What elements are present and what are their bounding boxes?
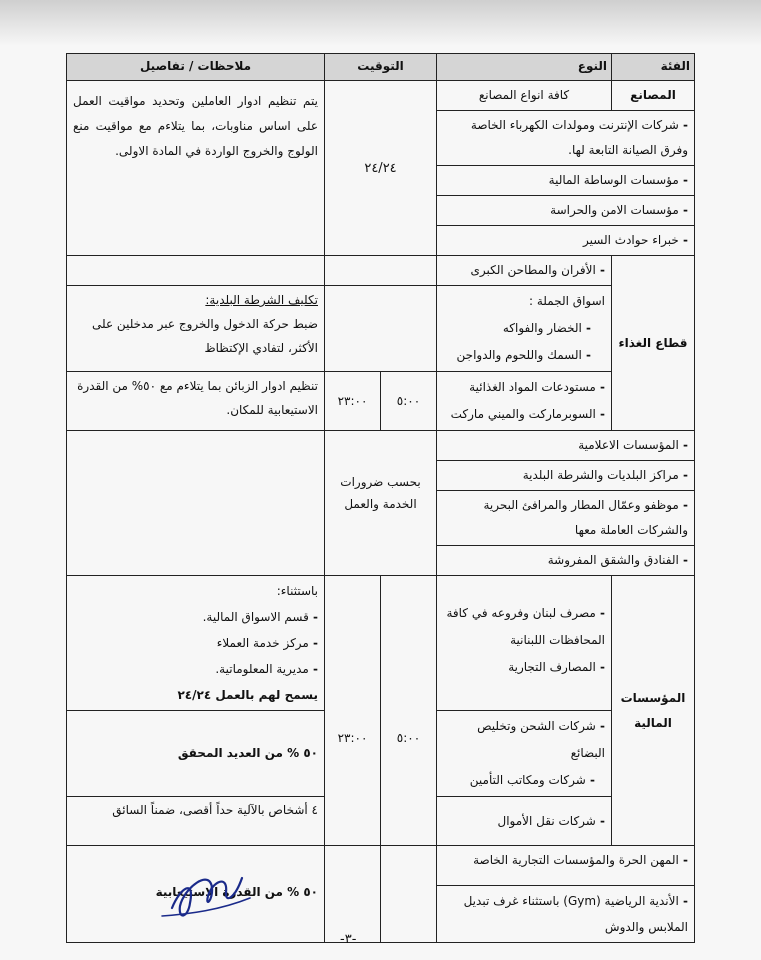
timing-liberal-to bbox=[325, 846, 381, 943]
liberal-item: - المهن الحرة والمؤسسات التجارية الخاصة bbox=[437, 846, 695, 886]
row-public-1 bbox=[67, 431, 695, 461]
sector-table bbox=[66, 53, 695, 943]
food-retail bbox=[437, 372, 612, 431]
header-notes: ملاحظات / تفاصيل bbox=[67, 54, 325, 81]
food-time-from: ٥:٠٠ bbox=[381, 372, 437, 431]
row-factories bbox=[67, 81, 695, 111]
note-banks bbox=[67, 576, 325, 711]
food-time-to: ٢٣:٠٠ bbox=[325, 372, 381, 431]
services-item-2: - مؤسسات الوساطة المالية bbox=[437, 166, 695, 196]
note-money-transfer: ٤ أشخاص بالآلية حداً أقصى، ضمناً السائق bbox=[67, 797, 325, 846]
category-financial: المؤسسات المالية bbox=[612, 576, 695, 846]
row-ovens bbox=[67, 256, 695, 286]
header-type: النوع bbox=[437, 54, 612, 81]
note-shipping: ٥٠ % من العديد المحقق bbox=[67, 711, 325, 797]
page-number: -٣- bbox=[340, 932, 357, 947]
note-retail: تنظيم ادوار الزبائن بما يتلاءم مع ٥٠% من القدرة الاستيعابية للمكان. bbox=[67, 372, 325, 431]
except-item-3: - مديرية المعلوماتية. bbox=[73, 656, 318, 682]
gym-item: - الأندية الرياضية (Gym) باستثناء غرف تبديل الملابس والدوش bbox=[437, 886, 695, 943]
financial-time-to bbox=[325, 576, 381, 846]
shipping-item-2: - شركات ومكاتب التأمين bbox=[443, 767, 605, 794]
timing-wholesale bbox=[325, 286, 437, 372]
services-item-3: - مؤسسات الامن والحراسة bbox=[437, 196, 695, 226]
wholesale-item-2: - السمك واللحوم والدواجن bbox=[443, 342, 605, 369]
except-title: باستثناء: bbox=[276, 584, 318, 598]
category-factories: المصانع bbox=[612, 81, 695, 111]
note-services: يتم تنظيم ادوار العاملين وتحديد مواقيت العمل على اساس مناوبات، بما يتلاءم مع مواقيت منع الولوج والخروج الواردة في المادة الاولى. bbox=[67, 81, 325, 256]
food-wholesale bbox=[437, 286, 612, 372]
timing-public: بحسب ضرورات الخدمة والعمل bbox=[325, 431, 437, 576]
financial-money-transfer: - شركات نقل الأموال bbox=[437, 797, 612, 846]
financial-shipping bbox=[437, 711, 612, 797]
note-ovens bbox=[67, 256, 325, 286]
food-ovens: - الأفران والمطاحن الكبرى bbox=[437, 256, 612, 286]
category-food: قطاع الغذاء bbox=[612, 256, 695, 431]
timing-liberal-from bbox=[381, 846, 437, 943]
note-wholesale bbox=[67, 286, 325, 372]
public-item-3: - موظفو وعمّال المطار والمرافئ البحرية والشركات العاملة معها bbox=[437, 491, 695, 546]
except-allowed: يسمح لهم بالعمل ٢٤/٢٤ bbox=[177, 688, 318, 702]
services-item-4: - خبراء حوادث السير bbox=[437, 226, 695, 256]
header-timing: التوقيت bbox=[325, 54, 437, 81]
financial-time-to-text: ٢٣:٠٠ bbox=[337, 731, 368, 745]
retail-item-2: - السوبرماركت والميني ماركت bbox=[443, 401, 605, 428]
shipping-item-1: - شركات الشحن وتخليص البضائع bbox=[443, 713, 605, 767]
police-title: تكليف الشرطة البلدية: bbox=[205, 293, 318, 307]
wholesale-item-1: - الخضار والفواكه bbox=[443, 315, 605, 342]
public-item-1: - المؤسسات الاعلامية bbox=[437, 431, 695, 461]
services-item-1: - شركات الإنترنت ومولدات الكهرباء الخاصة وفرق الصيانة التابعة لها. bbox=[437, 111, 695, 166]
header-category: الفئة bbox=[612, 54, 695, 81]
public-item-2: - مراكز البلديات والشرطة البلدية bbox=[437, 461, 695, 491]
top-shadow bbox=[0, 0, 761, 46]
row-banks bbox=[67, 576, 695, 711]
signature bbox=[150, 848, 260, 928]
wholesale-title: اسواق الجملة : bbox=[529, 294, 605, 308]
type-factories: كافة انواع المصانع bbox=[437, 81, 612, 111]
financial-time-from-text: ٥:٠٠ bbox=[396, 731, 421, 745]
timing-ovens bbox=[325, 256, 437, 286]
bank-item-1: - مصرف لبنان وفروعه في كافة المحافظات اللبنانية bbox=[443, 600, 605, 654]
bank-item-2: - المصارف التجارية bbox=[443, 654, 605, 681]
row-retail bbox=[67, 372, 695, 431]
note-public bbox=[67, 431, 325, 576]
financial-time-from bbox=[381, 576, 437, 846]
public-item-4: - الفنادق والشقق المفروشة bbox=[437, 546, 695, 576]
timing-services: ٢٤/٢٤ bbox=[325, 81, 437, 256]
financial-banks bbox=[437, 576, 612, 711]
retail-item-1: - مستودعات المواد الغذائية bbox=[443, 374, 605, 401]
note-gym: ٥٠ % من القدرة الاستيعابية bbox=[67, 846, 325, 943]
header-row bbox=[67, 54, 695, 81]
police-note: ضبط حركة الدخول والخروج عبر مدخلين على الأكثر، لتفادي الإكتظاظ bbox=[91, 317, 318, 355]
except-item-1: - قسم الاسواق المالية. bbox=[73, 604, 318, 630]
row-wholesale bbox=[67, 286, 695, 372]
except-item-2: - مركز خدمة العملاء bbox=[73, 630, 318, 656]
